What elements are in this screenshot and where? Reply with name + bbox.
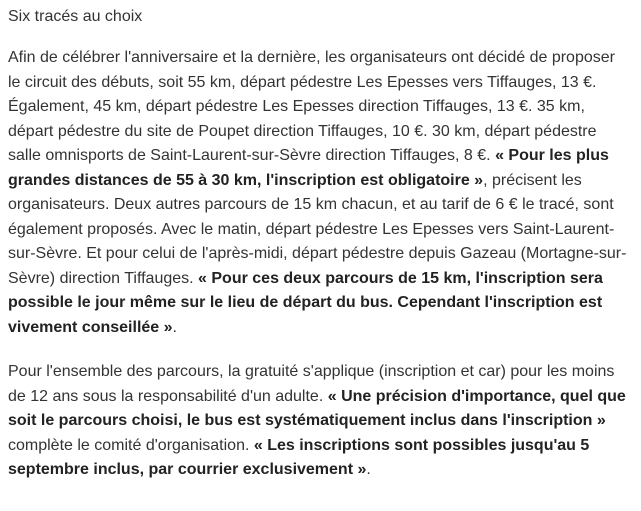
paragraph-1 bbox=[8, 46, 631, 340]
paragraph-1-text-1: Afin de célébrer l'anniversaire et la dernière, les organisateurs ont décidé de proposer le circuit des débuts, soit 55 km, départ pédestre Les Epesses vers Tiffauges, 13 €. Également, 45 km, départ pédestre Les Epesses direction Tiffauges, 13 €. 35 km, départ pédestre du site de Poupet direction Tiffauges, 10 €. 30 km, départ pédestre salle omnisports de Saint-Laurent-sur-Sèvre direction Tiffauges, 8 €. bbox=[8, 49, 615, 164]
paragraph-2 bbox=[8, 360, 631, 483]
paragraph-2-quote-1: « Une précision d'importance, quel que soit le parcours choisi, le bus est systématiquement inclus dans l'inscription » bbox=[8, 387, 626, 429]
paragraph-2-text-2: complète le comité d'organisation. bbox=[8, 436, 254, 454]
paragraph-1-quote-2: « Pour ces deux parcours de 15 km, l'inscription sera possible le jour même sur le lieu de départ du bus. Cependant l'inscription est vivement conseillée » bbox=[8, 269, 603, 336]
paragraph-2-quote-2: « Les inscriptions sont possibles jusqu'au 5 septembre inclus, par courrier exclusivement » bbox=[8, 436, 590, 478]
paragraph-2-text-3: . bbox=[366, 461, 371, 478]
article-subtitle: Six tracés au choix bbox=[8, 8, 143, 25]
paragraph-1-quote-1: « Pour les plus grandes distances de 55 à 30 km, l'inscription est obligatoire » bbox=[8, 147, 609, 189]
paragraph-1-text-2: , précisent les organisateurs. Deux autres parcours de 15 km chacun, et au tarif de 6 € le tracé, sont également proposés. Avec le matin, départ pédestre Les Epesses vers Saint-Laurent-sur-Sèvre. Et pour celui de l'après-midi, départ pédestre depuis Gazeau (Mortagne-sur-Sèvre) direction Tiffauges. bbox=[8, 171, 627, 287]
paragraph-2-text-1: Pour l'ensemble des parcours, la gratuité s'applique (inscription et car) pour les moins de 12 ans sous la responsabilité d'un adulte. bbox=[8, 363, 615, 405]
paragraph-1-text-3: . bbox=[172, 318, 177, 336]
